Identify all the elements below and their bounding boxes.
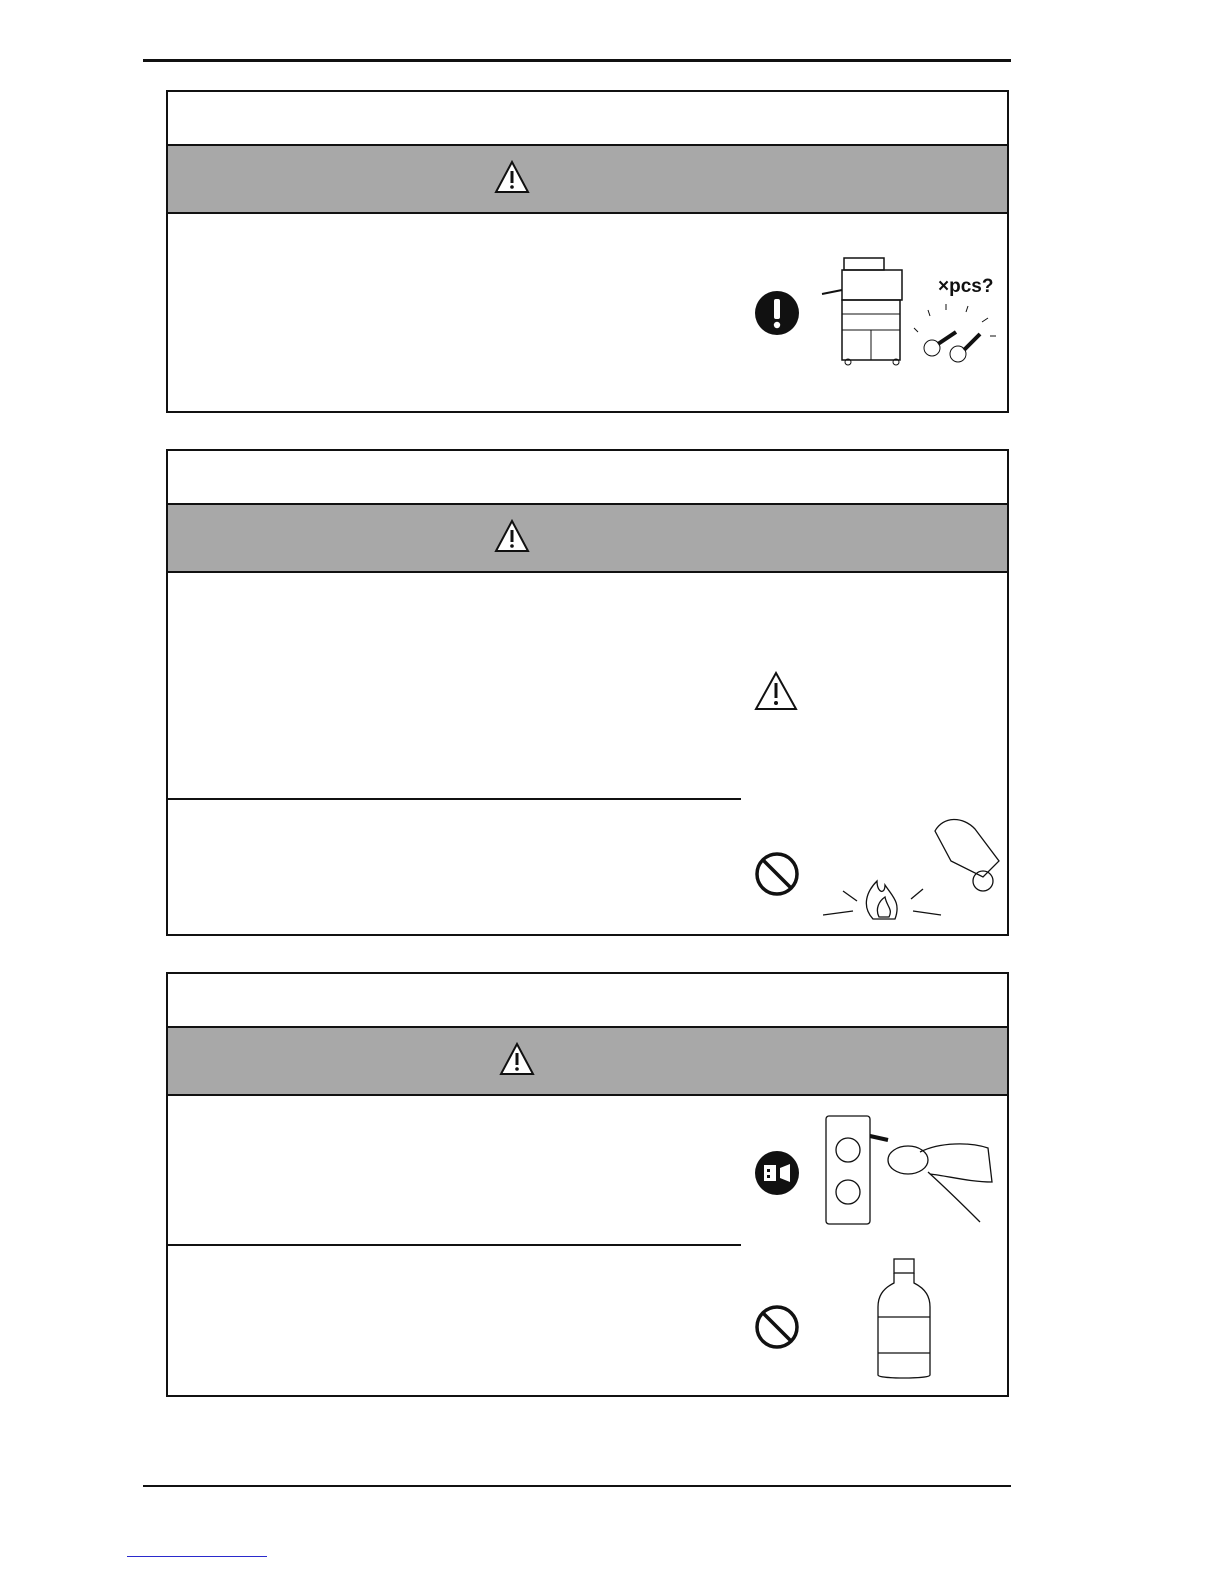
caution-box-3 <box>166 972 1009 1397</box>
footer-rule <box>143 1485 1011 1487</box>
warning-bar <box>168 505 1007 573</box>
warning-bar <box>168 146 1007 214</box>
screws-icon <box>910 302 1000 372</box>
box-title-row <box>168 974 1007 1028</box>
warning-bar <box>168 1028 1007 1096</box>
exclamation-circle-icon <box>754 290 800 336</box>
subsection-divider <box>168 798 741 800</box>
warning-triangle-icon <box>494 160 530 194</box>
copier-machine-icon <box>820 252 910 367</box>
bottle-icon <box>874 1257 934 1382</box>
footer-link-underline <box>127 1556 267 1557</box>
no-symbol-icon <box>754 1304 800 1350</box>
no-symbol-icon <box>754 851 800 897</box>
warning-triangle-icon <box>499 1042 535 1076</box>
caution-box-1 <box>166 90 1009 413</box>
pcs-label: ×pcs? <box>938 276 994 297</box>
box-title-row <box>168 451 1007 505</box>
toner-fire-icon <box>823 811 1013 926</box>
caution-triangle-icon <box>754 671 798 711</box>
warning-triangle-icon <box>494 519 530 553</box>
caution-box-2 <box>166 449 1009 936</box>
unplug-icon <box>754 1150 800 1196</box>
outlet-plug-icon <box>820 1112 1000 1227</box>
box-title-row <box>168 92 1007 146</box>
subsection-divider <box>168 1244 741 1246</box>
header-rule <box>143 59 1011 62</box>
